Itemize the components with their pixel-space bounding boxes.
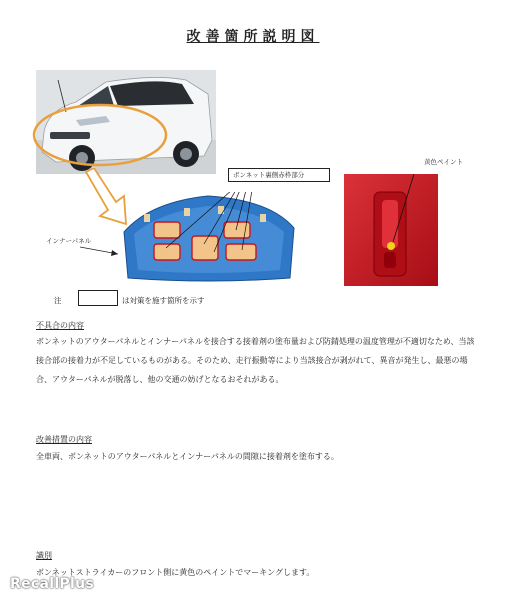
yellow-paint-label: 黄色ペイント xyxy=(424,158,463,166)
inner-panel-diagram xyxy=(120,192,298,284)
note-text: は対策を施す箇所を示す xyxy=(122,296,205,305)
identification-heading: 識別 xyxy=(36,551,52,560)
remedy-heading: 改善措置の内容 xyxy=(36,435,92,444)
note-prefix: 注 xyxy=(54,296,62,305)
note-legend-box xyxy=(78,290,118,306)
inner-panel-arrow-icon xyxy=(78,244,122,260)
inner-panel-label: インナーパネル xyxy=(46,237,92,245)
defect-text: ボンネットのアウターパネルとインナーパネルを接合する接着剤の塗布量および防錆処理の温度管理が不適切なため、当該接合部の接着力が不足しているものがある。そのため、走行振動等により当該接合が剥がれて、異音が発生し、最悪の場合、アウターパネルが脱落し、他の交通の妨げとなるおそれがある。 xyxy=(36,337,475,384)
remedy-text: 全車両、ボンネットのアウターパネルとインナーパネルの間隙に接着剤を塗布する。 xyxy=(36,452,339,461)
adhesive-area-label: ボンネット裏側赤枠部分 xyxy=(228,168,330,182)
striker-photo xyxy=(344,174,438,286)
defect-heading: 不具合の内容 xyxy=(36,321,84,330)
page-title: 改善箇所説明図 xyxy=(186,29,320,45)
hood-highlight-ellipse xyxy=(30,100,170,170)
watermark-logo: RecallPlus xyxy=(10,576,94,592)
identification-text: ボンネットストライカーのフロント側に黄色のペイントでマーキングします。 xyxy=(36,568,315,577)
